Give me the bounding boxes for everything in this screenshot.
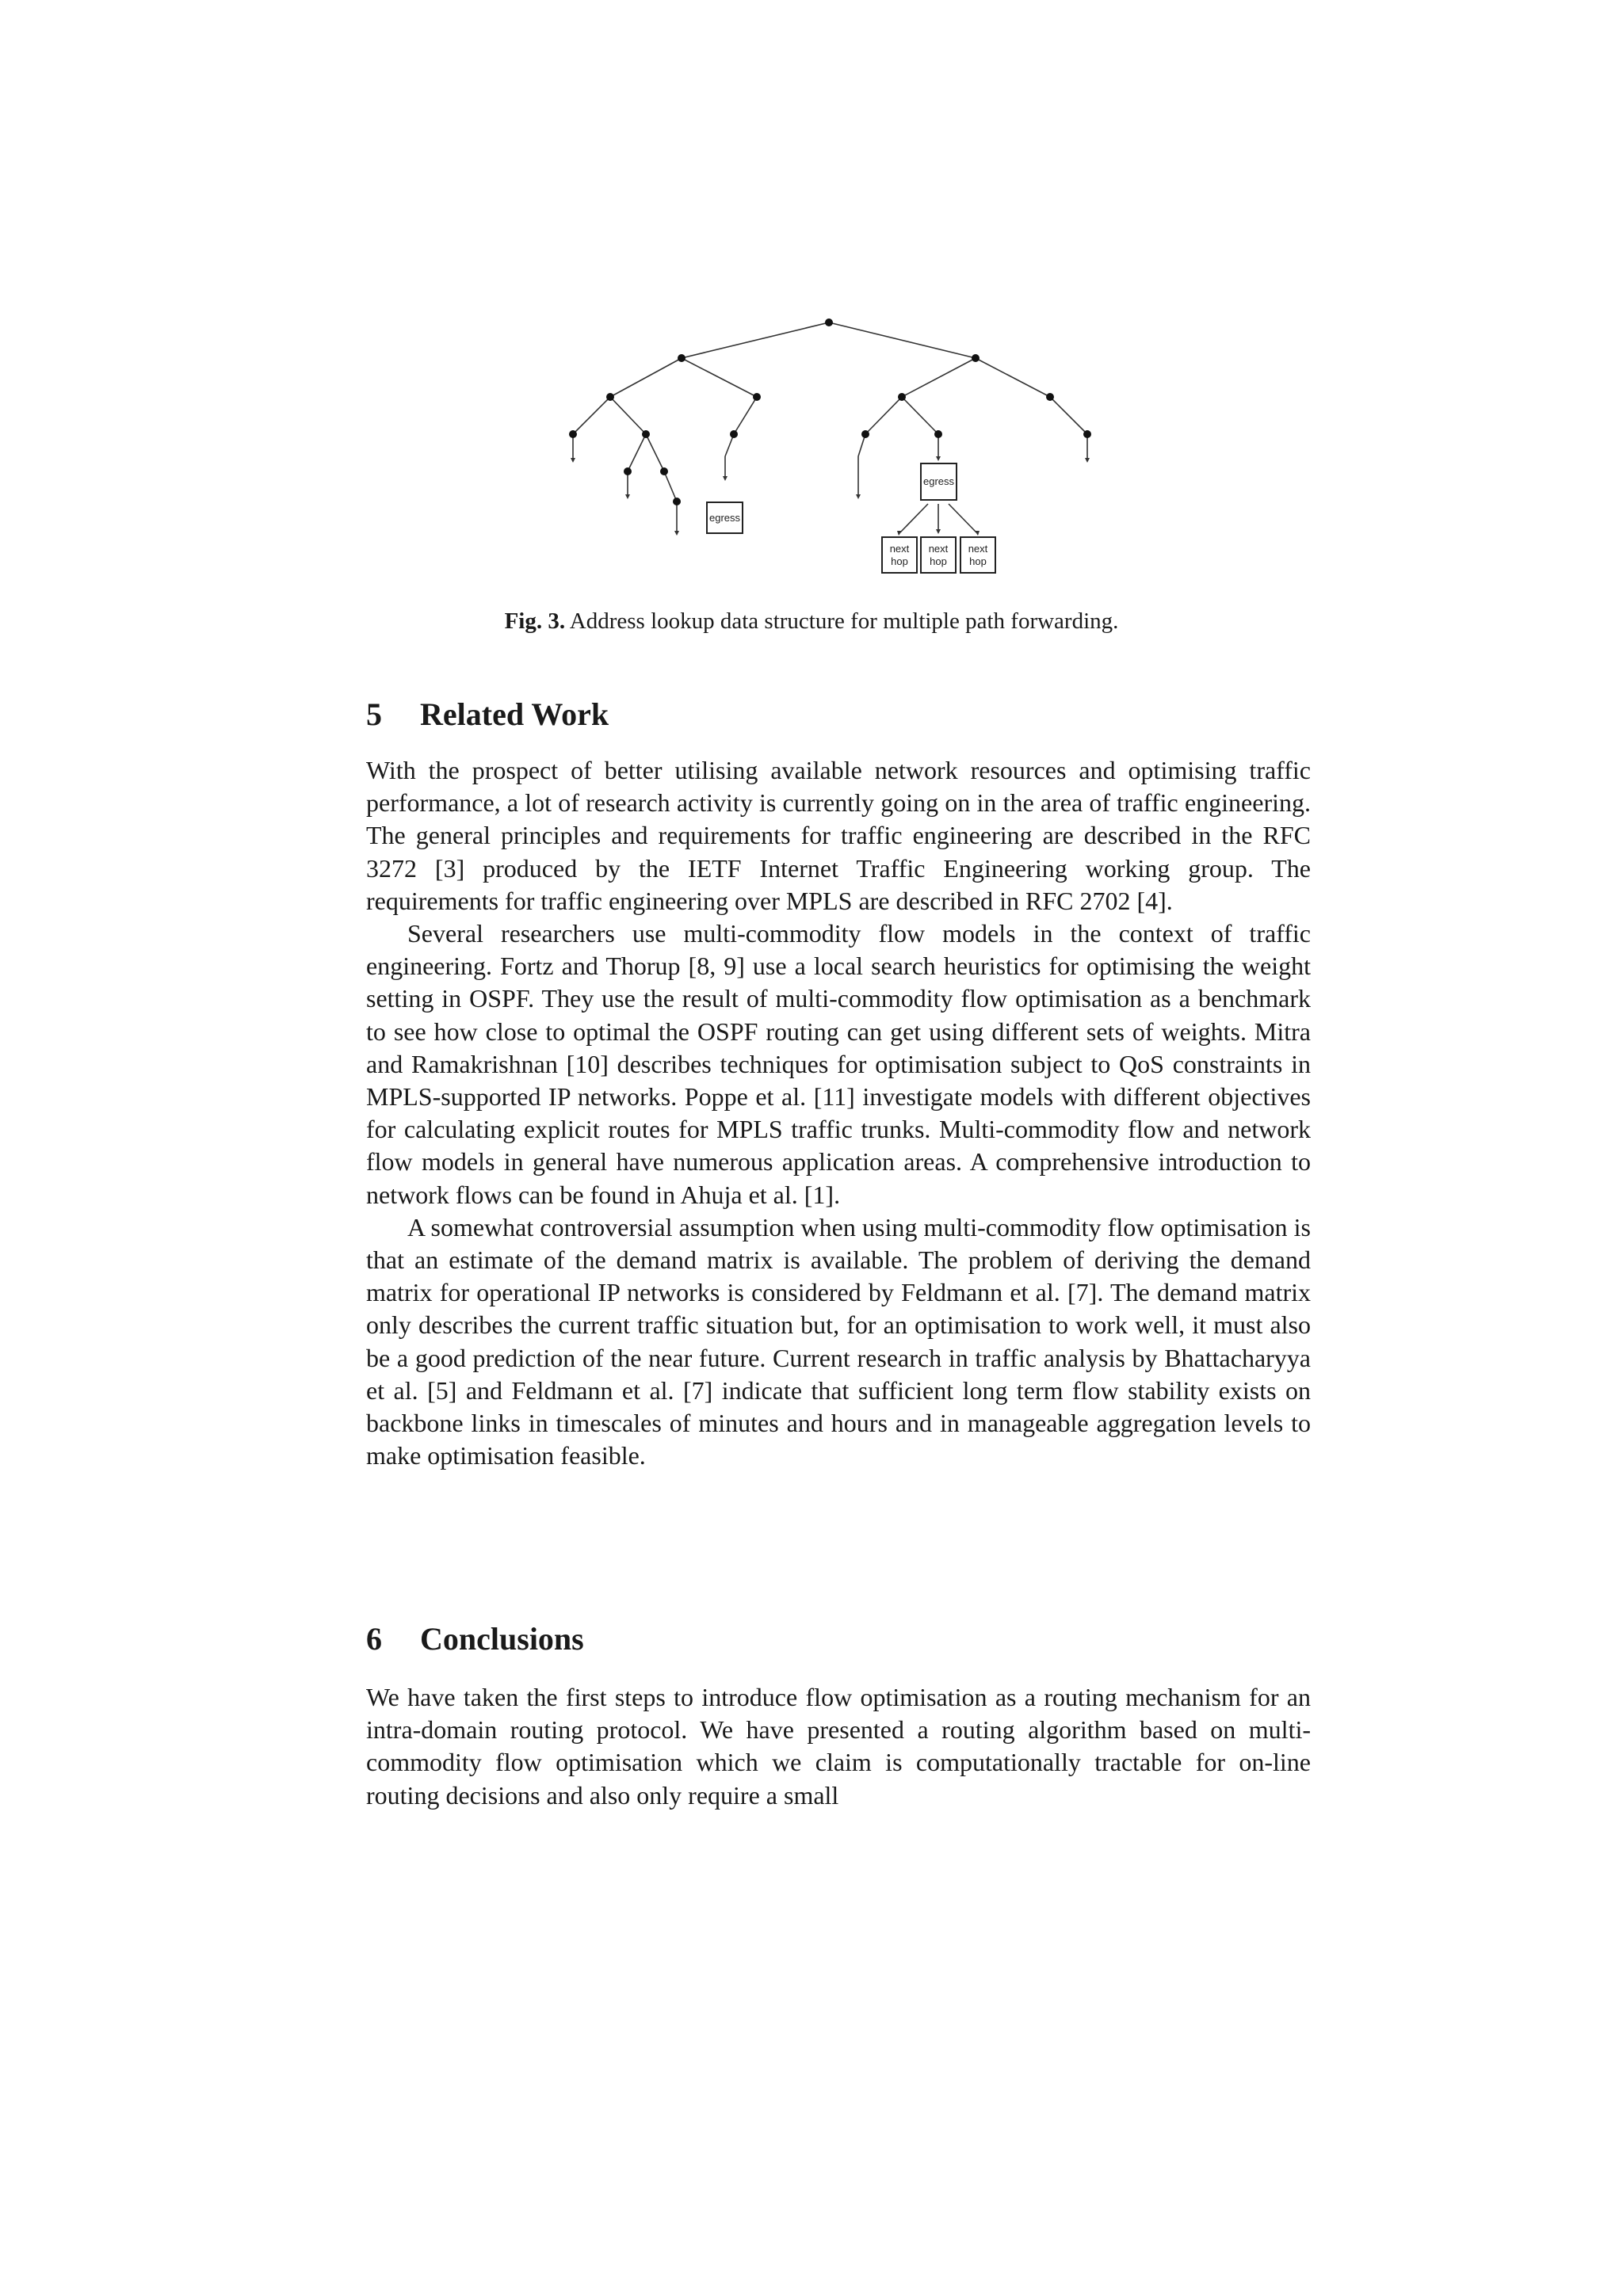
paragraph: Several researchers use multi-commodity flow models in the context of traffic engineering. Fortz and Thorup [8, 9] use a local search heuristics for optimising the weight setting in OSPF. They use the result of multi-commodity flow optimisation as a benchmark to see how close to optimal the OSPF routing can get using different sets of weights. Mitra and Ramakrishnan [10] describes techniques for optimisation subject to QoS constraints in MPLS-supported IP networks. Poppe et al. [11] investigate models with different objectives for calculating explicit routes for MPLS traffic trunks. Multi-commodity flow and network flow models in general have numerous application areas. A comprehensive introduction to network flows can be found in Ahuja et al. [1]. [366, 919, 1311, 1209]
next-hop-label-line2: hop [891, 555, 908, 567]
section-number: 6 [366, 1621, 382, 1657]
section-body-conclusions [366, 1681, 1311, 1812]
figure-caption-label: Fig. 3. [504, 608, 566, 634]
tree-nodes [569, 318, 1091, 505]
egress-label: egress [922, 475, 955, 487]
section-title: Conclusions [420, 1621, 584, 1657]
figure-3 [555, 301, 1125, 586]
section-title: Related Work [420, 696, 609, 732]
next-hop-label-line1: next [968, 543, 988, 555]
next-hop-box-3 [960, 537, 995, 573]
arrowheads [571, 456, 1090, 536]
section-body-related-work [366, 754, 1311, 1472]
figure-caption [0, 607, 1623, 635]
paragraph: A somewhat controversial assumption when using multi-commodity flow optimisation is that an estimate of the demand matrix is available. The problem of deriving the demand matrix for operational IP networks is considered by Feldmann et al. [7]. The demand matrix only describes the current traffic situation but, for an optimisation to work well, it must also be a good prediction of the near future. Current research in traffic analysis by Bhattacharyya et al. [5] and Feldmann et al. [7] indicate that sufficient long term flow stability exists on backbone links in timescales of minutes and hours and in manageable aggregation levels to make optimisation feasible. [366, 1212, 1311, 1470]
paragraph: With the prospect of better utilising available network resources and optimising traffic performance, a lot of research activity is currently going on in the area of traffic engineering. The general principles and requirements for traffic engineering are described in the RFC 3272 [3] produced by the IETF Internet Traffic Engineering working group. The requirements for traffic engineering over MPLS are described in RFC 2702 [4]. [366, 756, 1311, 915]
next-hop-label-line2: hop [930, 555, 947, 567]
section-heading-conclusions [366, 1620, 584, 1658]
next-hop-box-1 [882, 537, 917, 573]
next-hop-box-2 [921, 537, 956, 573]
next-hop-label-line2: hop [969, 555, 987, 567]
egress-box-right [921, 463, 957, 500]
next-hop-label-line1: next [928, 543, 949, 555]
egress-box-left [707, 502, 743, 533]
paragraph: We have taken the first steps to introduce flow optimisation as a routing mechanism for an intra-domain routing protocol. We have presented a routing algorithm based on multi-commodity flow optimisation which we claim is computationally tractable for on-line routing decisions and also only require a small [366, 1683, 1311, 1810]
next-hop-label-line1: next [889, 543, 910, 555]
section-number: 5 [366, 696, 382, 732]
tree-edges [573, 322, 1087, 532]
section-heading-related-work [366, 696, 609, 734]
egress-label: egress [708, 512, 741, 524]
figure-caption-text: Address lookup data structure for multiple path forwarding. [569, 608, 1119, 634]
address-lookup-tree-diagram [555, 301, 1125, 586]
